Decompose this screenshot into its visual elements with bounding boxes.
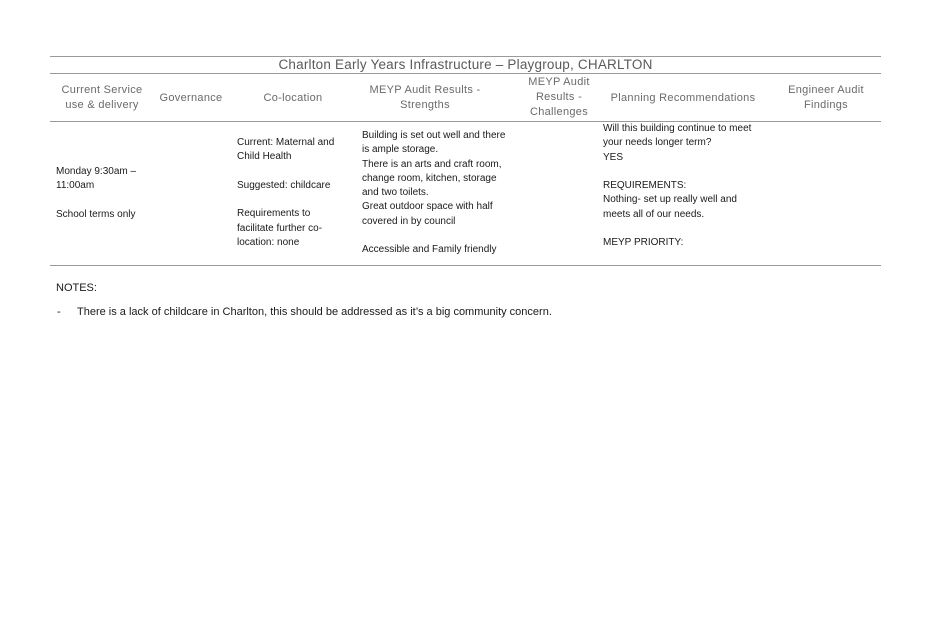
cell-colocation <box>237 136 349 250</box>
header-engineer: Engineer Audit Findings <box>788 84 864 111</box>
service-hours: Monday 9:30am – 11:00am <box>56 166 137 192</box>
header-planning: Planning Recommendations <box>610 92 756 104</box>
header-strengths: MEYP Audit Results - Strengths <box>369 84 481 111</box>
note-bullet: - <box>57 306 61 318</box>
cell-current-service <box>56 165 150 222</box>
planning-requirements-label: REQUIREMENTS: <box>603 180 687 192</box>
notes-label: NOTES: <box>56 282 97 294</box>
header-colocation: Co-location <box>263 92 323 104</box>
cell-strengths <box>362 129 514 258</box>
planning-question: Will this building continue to meet your needs longer term? <box>603 123 752 149</box>
strengths-line-4: Accessible and Family friendly <box>362 244 497 256</box>
header-challenges: MEYP Audit Results - Challenges <box>528 76 590 118</box>
cell-planning <box>603 122 763 251</box>
table-bottom-rule <box>50 265 881 266</box>
planning-answer: YES <box>603 151 624 163</box>
note-item: There is a lack of childcare in Charlton, this should be addressed as it’s a big community concern. <box>77 306 552 318</box>
colocation-suggested: Suggested: childcare <box>237 179 331 191</box>
colocation-requirements: Requirements to facilitate further co-location: none <box>237 208 323 249</box>
service-terms: School terms only <box>56 208 136 220</box>
strengths-line-1: Building is set out well and there is ample storage. <box>362 130 506 156</box>
strengths-line-3: Great outdoor space with half covered in by council <box>362 201 493 227</box>
header-governance: Governance <box>159 92 223 104</box>
planning-priority-label: MEYP PRIORITY: <box>603 237 684 249</box>
table-title: Charlton Early Years Infrastructure – Playgroup, CHARLTON <box>278 57 653 72</box>
title-divider <box>50 73 881 74</box>
planning-requirements-text: Nothing- set up really well and meets all of our needs. <box>603 194 737 220</box>
strengths-line-2: There is an arts and craft room, change room, kitchen, storage and two toilets. <box>362 158 502 199</box>
header-current-service: Current Service use & delivery <box>61 84 143 111</box>
colocation-current: Current: Maternal and Child Health <box>237 137 335 163</box>
